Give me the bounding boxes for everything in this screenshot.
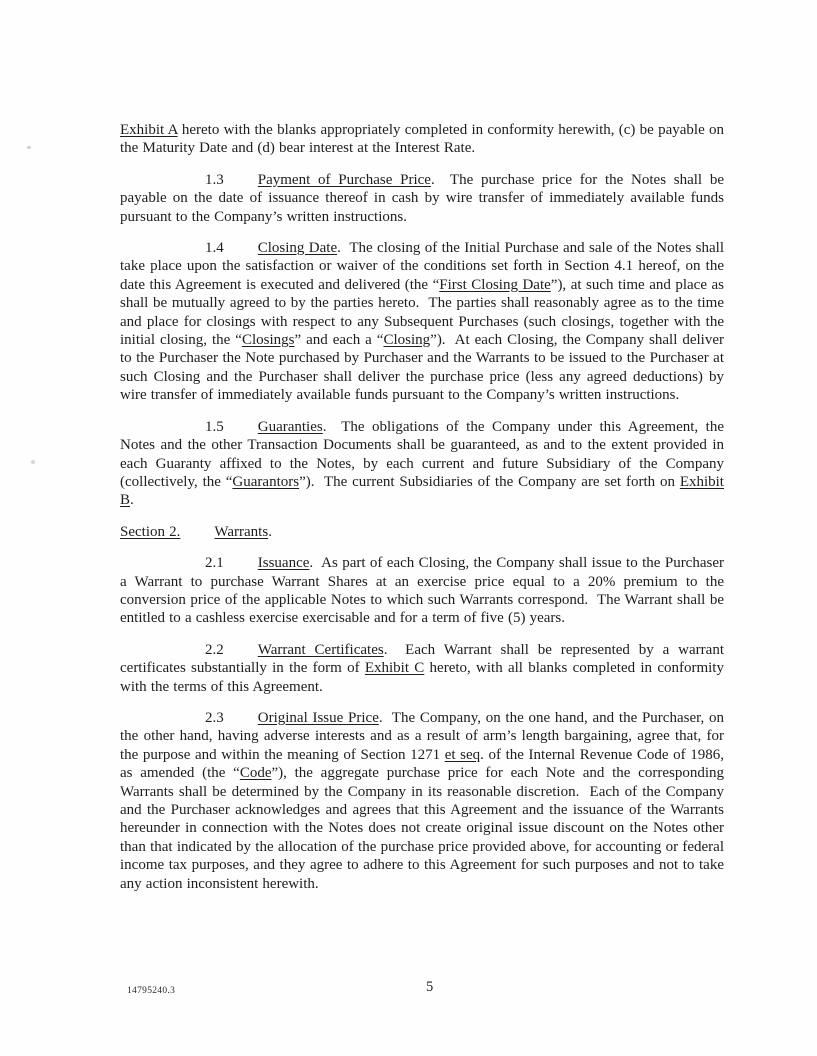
text-segment: . The purchase price for the Notes shall be payable on the date of issuance thereof in cash by wire transfer of immediately available funds pursuant to the Company’s written instructions.: [120, 171, 725, 225]
text-segment: 1.5: [205, 418, 224, 435]
text-segment: hereto with the blanks appropriately completed in conformity herewith, (c) be payable on the Maturity Date and (d) bear interest at the Interest Rate.: [120, 122, 724, 157]
underlined-term: Guaranties: [257, 418, 323, 435]
text-segment: 1.4: [205, 240, 224, 257]
footer-page-number: 5: [426, 979, 434, 995]
para-2-2-warrant-certificates: [120, 641, 724, 696]
text-segment: 2.1: [205, 555, 224, 572]
text-segment: ” and each a “: [294, 332, 384, 349]
text-segment: ”). The current Subsidiaries of the Company are set forth on: [299, 473, 680, 490]
underlined-term: Warrant Certificates: [257, 641, 384, 658]
heading-section-2-warrants: [120, 523, 724, 541]
underlined-term: Section 2.: [120, 523, 181, 540]
underlined-term: Warrants: [214, 523, 269, 540]
underlined-term: First Closing Date: [439, 276, 551, 293]
para-1-3-payment-of-purchase-price: [120, 171, 724, 226]
document-body: [120, 121, 724, 906]
para-1-5-guaranties: [120, 418, 724, 510]
underlined-term: et seq: [444, 746, 481, 763]
underlined-term: Original Issue Price: [257, 709, 379, 726]
underlined-term: Payment of Purchase Price: [257, 171, 431, 188]
underlined-term: Issuance: [257, 555, 310, 572]
text-segment: . As part of each Closing, the Company shall issue to the Purchaser a Warrant to purchase Warrant Shares at an exercise price equal to a 20% premium to the conversion price of the applicable Notes to which such Warrants correspond. The Warrant shall be entitled to a cashless exercise exercisable and for a term of five (5) years.: [120, 555, 724, 627]
text-segment: ”), at such time and place as shall be mutually agreed to by the parties hereto. The parties shall reasonably agree as to the time and place for closings with respect to any Subsequent Purchases (such closings, together with the initial closing, the “: [120, 276, 724, 349]
text-segment: . The obligations of the Company under this Agreement, the Notes and the other Transaction Documents shall be guaranteed, as and to the extent provided in each Guaranty affixed to the Notes, by each current and future Subsidiary of the Company (collectively, the “: [120, 418, 724, 490]
underlined-term: Exhibit B: [120, 473, 724, 509]
text-segment: . The closing of the Initial Purchase and sale of the Notes shall take place upon the satisfaction or waiver of the conditions set forth in Section 4.1 hereof, on the date this Agreement is executed and delivered (the “: [120, 240, 724, 293]
text-segment: . Each Warrant shall be represented by a warrant certificates substantially in the form of: [120, 641, 724, 677]
text-segment: .: [130, 492, 134, 509]
underlined-term: Guarantors: [232, 473, 300, 490]
text-segment: 2.2: [205, 641, 224, 658]
scan-speck: [27, 146, 31, 149]
scan-speck: [31, 460, 35, 464]
underlined-term: Exhibit C: [364, 660, 425, 677]
text-segment: . The Company, on the one hand, and the Purchaser, on the other hand, having adverse interests and as a result of arm’s length bargaining, agree that, for the purpose and within the meaning of Section 1271: [120, 709, 724, 763]
underlined-term: Code: [239, 765, 272, 782]
footer-doc-number: 14795240.3: [127, 986, 176, 996]
underlined-term: Exhibit A: [120, 122, 178, 138]
underlined-term: Closing: [383, 332, 431, 349]
para-exhibit-a-continuation: [120, 121, 724, 158]
para-2-1-issuance: [120, 554, 724, 628]
para-1-4-closing-date: [120, 239, 724, 405]
para-2-3-original-issue-price: [120, 709, 724, 893]
underlined-term: Closing Date: [257, 240, 338, 257]
text-segment: hereto, with all blanks completed in conformity with the terms of this Agreement.: [120, 660, 724, 695]
text-segment: 1.3: [205, 171, 224, 188]
text-segment: ”). At each Closing, the Company shall deliver to the Purchaser the Note purchased by Purchaser and the Warrants to be issued to the Purchaser at such Closing and the Purchaser shall deliver the purchase price (less any agreed deductions) by wire transfer of immediately available funds pursuant to the Company’s written instructions.: [120, 332, 724, 404]
text-segment: . of the Internal Revenue Code of 1986, as amended (the “: [120, 746, 724, 782]
text-segment: .: [268, 523, 272, 540]
underlined-term: Closings: [241, 332, 295, 349]
text-segment: ”), the aggregate purchase price for each Note and the corresponding Warrants shall be determined by the Company in its reasonable discretion. Each of the Company and the Purchaser acknowledges and agrees that this Agreement and the issuance of the Warrants hereunder in connection with the Notes does not create original issue discount on the Notes other than that indicated by the allocation of the purchase price provided above, for accounting or federal income tax purposes, and they agree to adhere to this Agreement for such purposes and not to take any action inconsistent herewith.: [120, 765, 724, 892]
text-segment: 2.3: [205, 709, 224, 726]
